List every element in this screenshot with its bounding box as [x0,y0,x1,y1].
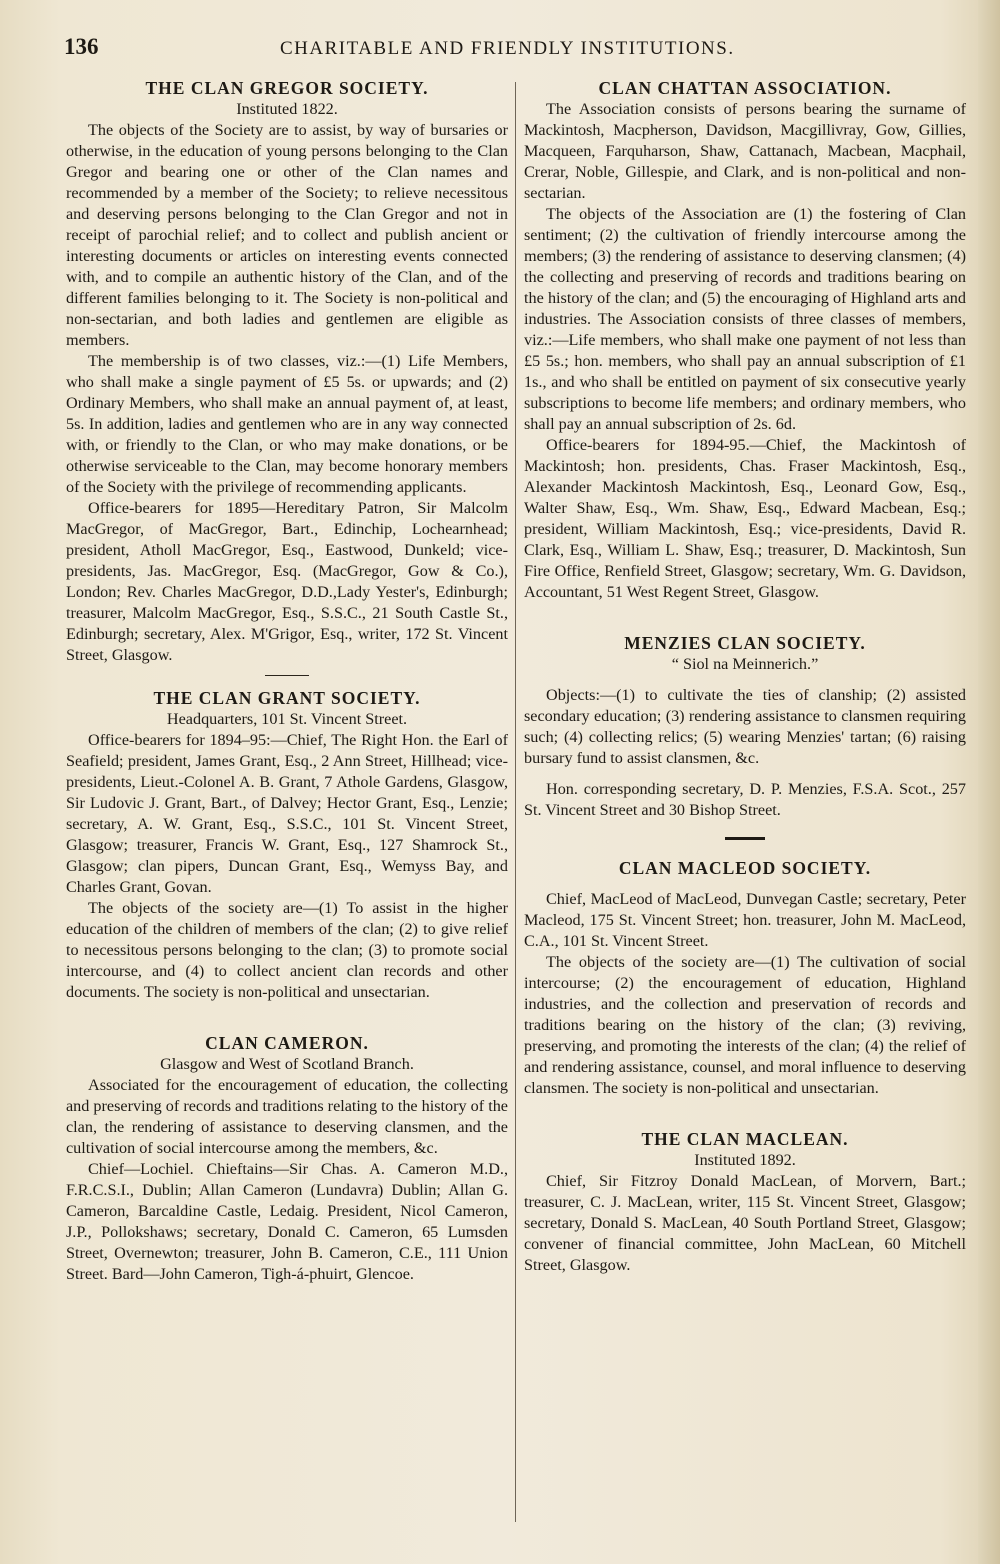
section-menzies [524,633,966,821]
paragraph: The objects of the society are—(1) To assist in the higher education of the children of members of the clan; (2) to give relief to necessitous persons belonging to the clan; (3) to promote social intercourse, and (4) to collect ancient clan records and other documents. The society is non-political and unsectarian. [66,899,508,1001]
section-subheading: Glasgow and West of Scotland Branch. [160,1055,414,1073]
column-divider [515,82,516,1522]
section-clan-chattan [524,78,966,603]
section-heading: THE CLAN GREGOR SOCIETY. [145,78,429,98]
paragraph: Associated for the encouragement of education, the collecting and preserving of records and traditions relating to the history of the clan, the rendering of assistance to deserving clansmen, and the cultivation of social intercourse among the members, &c. [66,1076,508,1157]
paragraph: The objects of the Association are (1) the fostering of Clan sentiment; (2) the cultivation of friendly intercourse among the members; (3) the rendering of assistance to deserving clansmen; (4) the collecting and preserving of records and traditions bearing on the history of the clan; and (5) the encouraging of Highland arts and industries. The Association consists of three classes of members, viz.:—Life members, who shall make one payment of not less than £5 5s.; hon. members, who shall pay an annual subscription of £1 1s., and who shall be entitled on payment of six consecutive yearly subscriptions to become life members; and ordinary members, who shall pay an annual subscription of 2s. 6d. [524,205,966,433]
paragraph: Chief, Sir Fitzroy Donald MacLean, of Morvern, Bart.; treasurer, C. J. MacLean, writer, 115 St. Vincent Street, Glasgow; secretary, Donald S. MacLean, 40 South Portland Street, Glasgow; convener of financial committee, John MacLean, 60 Mitchell Street, Glasgow. [524,1172,966,1274]
section-clan-grant [66,688,508,1003]
paragraph: Chief, MacLeod of MacLeod, Dunvegan Castle; secretary, Peter Macleod, 175 St. Vincent Street; hon. treasurer, John M. MacLeod, C.A., 101 St. Vincent Street. [524,890,966,950]
paragraph: The objects of the society are—(1) The cultivation of social intercourse; (2) the encouragement of education, Highland industries, and the collection and preservation of records and traditions bearing on the history of the clan; (3) reviving, preserving, and promoting the interests of the clan; (4) the relief of and rendering assistance, counsel, and moral influence to deserving clansmen. The society is non-political and unsectarian. [524,953,966,1097]
paragraph: Objects:—(1) to cultivate the ties of clanship; (2) assisted secondary education; (3) rendering assistance to clansmen requiring such; (4) collecting relics; (5) wearing Menzies' tartan; (6) raising bursary fund to assist clansmen, &c. [524,686,966,767]
section-heading: CLAN MACLEOD SOCIETY. [618,858,872,878]
paragraph: The membership is of two classes, viz.:—(1) Life Members, who shall make a single payment of £5 5s. or upwards; and (2) Ordinary Members, who shall make an annual payment of, at least, 5s. In addition, ladies and gentlemen who are in any way connected with, or friendly to the Clan, or who may make donations, or be otherwise serviceable to the Clan, may become honorary members of the Society with the privilege of recommending applicants. [66,352,508,496]
section-subheading: “ Siol na Meinnerich.” [671,655,819,673]
spacer [524,769,966,779]
section-clan-gregor [66,78,508,666]
page-number: 136 [64,34,99,59]
section-heading: THE CLAN MACLEAN. [641,1129,849,1149]
right-column [524,78,966,1276]
section-subheading: Instituted 1892. [694,1151,796,1169]
section-heading: THE CLAN GRANT SOCIETY. [153,688,421,708]
paragraph: Chief—Lochiel. Chieftains—Sir Chas. A. Cameron M.D., F.R.C.S.I., Dublin; Allan Cameron (Lundavra) Dublin; Allan G. Cameron, Barcaldine Castle, Ledaig. President, Nicol Cameron, J.P., Pollokshaws; secretary, Donald C. Cameron, 65 Lumsden Street, Overnewton; treasurer, John B. Cameron, C.E., 111 Union Street. Bard—John Cameron, Tigh-á-phuirt, Glencoe. [66,1160,508,1283]
running-head: CHARITABLE AND FRIENDLY INSTITUTIONS. [280,38,735,59]
section-clan-maclean [524,1129,966,1276]
section-macleod [524,858,966,1099]
paragraph: The objects of the Society are to assist, by way of bursaries or otherwise, in the education of young persons belonging to the Clan Gregor and bearing one or other of the Clan names and recommended by a member of the Society; to relieve necessitous and deserving persons belonging to the Clan Gregor and not in receipt of parochial relief; and to collect and publish ancient or interesting documents or articles on interesting events connected with, and to compile an authentic history of the Clan, and of the different families belonging to it. The Society is non-political and non-sectarian, and both ladies and gentlemen are eligible as members. [66,121,508,349]
spacer [524,675,966,685]
spacer [524,879,966,889]
section-gap [66,1003,508,1033]
adjacent-page-edge [978,0,1000,1564]
paragraph: Office-bearers for 1894-95.—Chief, the Mackintosh of Mackintosh; hon. presidents, Chas. Fraser Mackintosh, Esq., Alexander Mackintosh Mackintosh, Esq., Leonard Gow, Esq., Walter Shaw, Esq., Wm. Shaw, Esq., Edward Macbean, Esq.; president, William Mackintosh, Esq.; vice-presidents, David R. Clark, Esq., William L. Shaw, Esq.; treasurer, D. Mackintosh, Sun Fire Office, Renfield Street, Glasgow; secretary, Wm. G. Davidson, Accountant, 51 West Regent Street, Glasgow. [524,436,966,601]
section-subheading: Headquarters, 101 St. Vincent Street. [166,710,408,728]
section-subheading: Instituted 1822. [236,100,338,118]
section-heading: CLAN CAMERON. [205,1033,369,1053]
paragraph: Office-bearers for 1894–95:—Chief, The Right Hon. the Earl of Seafield; president, James Grant, Esq., 2 Ann Street, Hillhead; vice-presidents, Lieut.-Colonel A. B. Grant, 7 Athole Gardens, Glasgow, Sir Ludovic J. Grant, Bart., of Dalvey; Hector Grant, Esq., Lenzie; secretary, A. W. Grant, Esq., S.S.C., 101 St. Vincent Street, Glasgow; treasurer, Francis W. Grant, Esq., 127 Shamrock St., Glasgow; clan pipers, Duncan Grant, Esq., Wemyss Bay, and Charles Grant, Govan. [66,731,508,896]
section-rule [265,675,309,676]
section-gap [524,1099,966,1129]
paragraph: Office-bearers for 1895—Hereditary Patron, Sir Malcolm MacGregor, of MacGregor, Bart., Edinchip, Lochearnhead; president, Atholl MacGregor, Esq., Eastwood, Dunkeld; vice-presidents, Jas. MacGregor, Esq. (MacGregor, Gow & Co.), London; Rev. Charles MacGregor, D.D.,Lady Yester's, Edinburgh; treasurer, Malcolm MacGregor, Esq., S.S.C., 21 South Castle St., Edinburgh; secretary, Alex. M'Grigor, Esq., writer, 172 St. Vincent Street, Glasgow. [66,499,508,664]
section-heading: MENZIES CLAN SOCIETY. [624,633,866,653]
section-heading: CLAN CHATTAN ASSOCIATION. [598,78,892,98]
section-rule [725,837,765,840]
section-gap [524,603,966,633]
left-column [66,78,508,1285]
paragraph: Hon. corresponding secretary, D. P. Menzies, F.S.A. Scot., 257 St. Vincent Street and 30 Bishop Street. [524,780,966,819]
section-clan-cameron [66,1033,508,1285]
paragraph: The Association consists of persons bearing the surname of Mackintosh, Macpherson, Davidson, Macgillivray, Gow, Gillies, Macqueen, Farquharson, Shaw, Cattanach, Macbean, Macphail, Crerar, Noble, Gillespie, and Clark, and is non-political and non-sectarian. [524,100,966,202]
